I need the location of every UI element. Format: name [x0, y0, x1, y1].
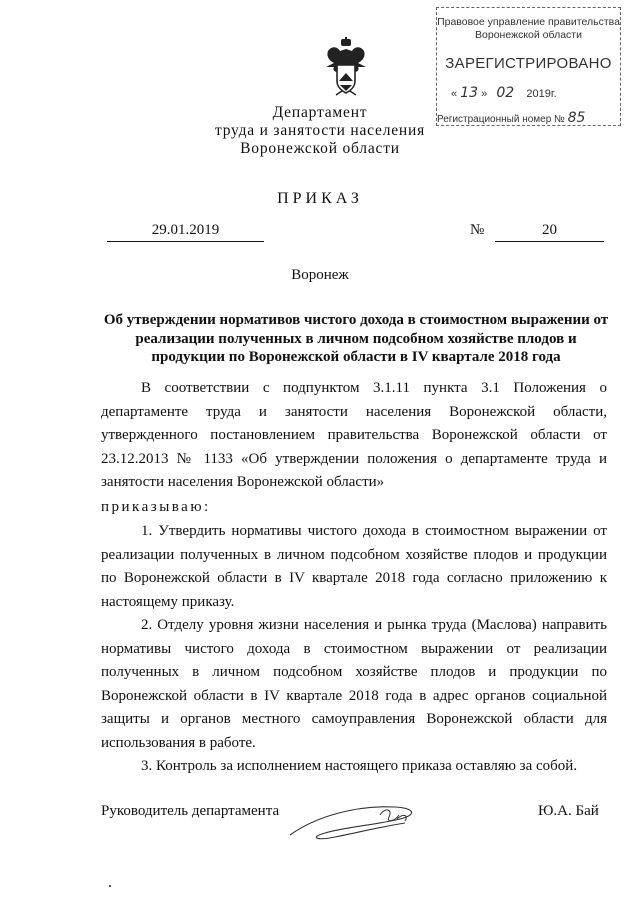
- coat-of-arms-icon: [322, 37, 370, 97]
- stamp-year: 2019: [526, 88, 551, 100]
- handwritten-signature: [285, 797, 425, 847]
- order-item-3: 3. Контроль за исполнением настоящего приказа оставляю за собой.: [141, 758, 578, 774]
- order-item-1: 1. Утвердить нормативы чистого дохода в стоимостном выражении от реализации полученных в личном подсобном хозяйстве плодов и продукции по Воронежской области в IV квартале 2018 года согласно приложению к настоящему приказу.: [101, 523, 607, 610]
- stamp-status: ЗАРЕГИСТРИРОВАНО: [445, 55, 612, 72]
- stamp-year-suffix: г.: [550, 88, 557, 100]
- scan-speck: [109, 885, 111, 887]
- header-line-1: Департамент: [272, 104, 368, 121]
- stamp-reg-number: 85: [567, 110, 586, 126]
- stamp-day: 13: [460, 85, 479, 101]
- document-type-title: ПРИКАЗ: [277, 190, 363, 207]
- orders-word: приказываю:: [101, 499, 211, 515]
- order-date: 29.01.2019: [107, 222, 264, 242]
- city: Воронеж: [291, 267, 349, 283]
- header-line-3: Воронежской области: [240, 140, 400, 157]
- header-line-2: труда и занятости населения: [214, 122, 426, 139]
- order-number: 20: [495, 222, 604, 242]
- stamp-authority: [437, 16, 620, 42]
- signatory-position: Руководитель департамента: [101, 803, 280, 819]
- stamp-month: 02: [496, 85, 515, 101]
- stamp-date: « 13 » 02 2019г.: [451, 85, 557, 101]
- stamp-authority-line2: Воронежской области: [475, 29, 582, 41]
- signatory-name: Ю.А. Бай: [538, 803, 599, 819]
- stamp-reg-label: Регистрационный номер №: [437, 114, 565, 125]
- stamp-authority-line1: Правовое управление правительства: [437, 16, 620, 28]
- order-number-sign: №: [470, 222, 485, 238]
- order-subject: Об утверждении нормативов чистого дохода в стоимостном выражении от реализации полученных в личном подсобном хозяйстве плодов и продукции по Воронежской области в IV квартале 2018 года: [103, 312, 609, 365]
- preamble-paragraph: В соответствии с подпунктом 3.1.11 пункта 3.1 Положения о департаменте труда и занятости населения Воронежской области, утвержденного постановлением правительства Воронежской области от 23.12.2013 № 1133 «Об утверждении положения о департаменте труда и занятости населения Воронежской области»: [101, 380, 607, 490]
- order-item-2: 2. Отделу уровня жизни населения и рынка труда (Маслова) направить нормативы чистого дохода в стоимостном выражении от реализации полученных в личном подсобном хозяйстве плодов и продукции по Воронежской области в IV квартале 2018 года в адрес органов социальной защиты и органов местного самоуправления Воронежской области для использования в работе.: [101, 617, 607, 751]
